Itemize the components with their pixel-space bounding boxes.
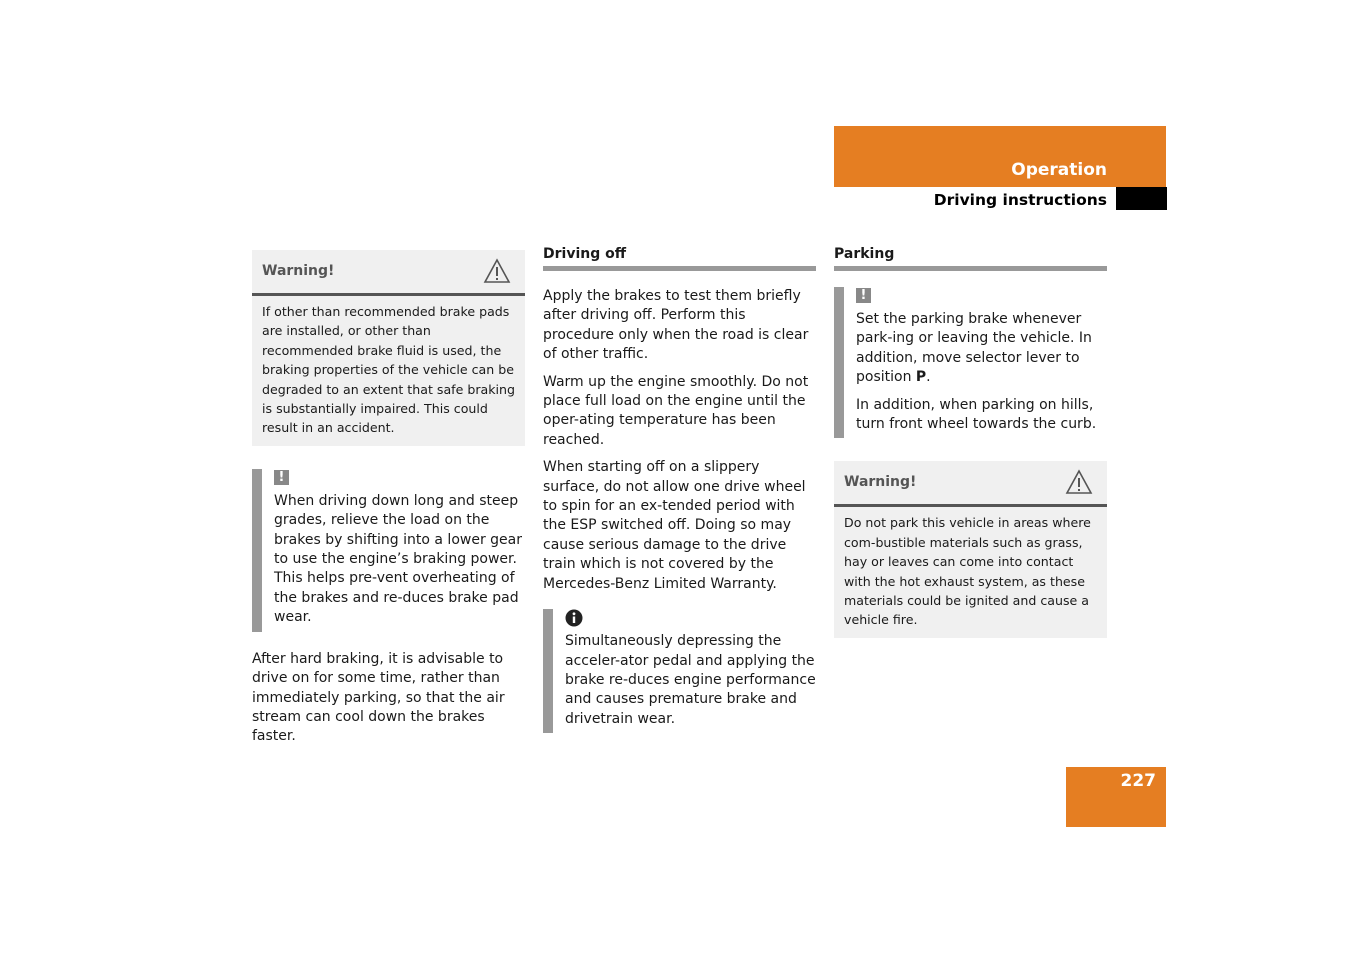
note-box — [252, 469, 525, 632]
warning-header — [834, 461, 1107, 507]
note-bar — [252, 469, 262, 632]
subsection-title: Driving instructions — [933, 191, 1107, 209]
info-box — [543, 609, 816, 733]
page-number: 227 — [1120, 771, 1156, 791]
exclamation-icon: ! — [856, 287, 1107, 310]
warning-body: If other than recommended brake pads are installed, or other than recommended brake fluid is used, the braking properties of the vehicle can be degraded to an extent that safe braking is substantially impaired. This could result in an accident. — [262, 304, 516, 436]
paragraph: Warm up the engine smoothly. Do not place full load on the engine until the oper-ating temperature has been reached. — [543, 373, 809, 448]
section-tab-marker — [1116, 187, 1167, 210]
warning-header — [252, 250, 525, 296]
warning-title: Warning! — [262, 263, 335, 279]
section-title: Operation — [1011, 160, 1107, 180]
warning-body: Do not park this vehicle in areas where com-bustible materials such as grass, hay or leaves can come into contact with the hot exhaust system, as these materials could be ignited and cause a vehicle fire. — [844, 515, 1091, 628]
warning-title: Warning! — [844, 474, 917, 491]
note-bar — [834, 287, 844, 438]
warning-box — [834, 461, 1107, 637]
warning-triangle-icon — [483, 258, 511, 284]
page-number-box — [1066, 767, 1166, 827]
paragraph: After hard braking, it is advisable to drive on for some time, rather than immediately parking, so that the air stream can cool down the brakes faster. — [252, 650, 505, 745]
info-icon — [565, 609, 816, 632]
column-2 — [543, 244, 816, 733]
exclamation-icon: ! — [274, 469, 525, 492]
paragraph: When starting off on a slippery surface, do not allow one drive wheel to spin for an ex-tended period with the ESP switched off. Doing so may cause serious damage to the drive train which is not covered by the Mercedes-Benz Limited Warranty. — [543, 459, 806, 592]
header-band — [834, 126, 1166, 187]
note-bar — [543, 609, 553, 733]
note-text: When driving down long and steep grades, relieve the load on the brakes by shifting into a lower gear to use the engine’s braking power. This helps pre-vent overheating of the brakes and re-duces brake pad wear. — [274, 492, 522, 626]
info-text: Simultaneously depressing the acceler-ator pedal and applying the brake re-duces engine performance and causes premature brake and drivetrain wear. — [565, 633, 816, 727]
paragraph: Apply the brakes to test them briefly after driving off. Perform this procedure only when the road is clear of other traffic. — [543, 288, 809, 363]
column-3 — [834, 244, 1107, 638]
note-text: In addition, when parking on hills, turn front wheel towards the curb. — [856, 396, 1097, 433]
note-text: Set the parking brake whenever park-ing or leaving the vehicle. In addition, move selector lever to position P. — [856, 311, 1092, 386]
warning-triangle-icon — [1065, 469, 1093, 495]
heading-driving-off: Driving off — [543, 244, 816, 271]
warning-box — [252, 250, 525, 446]
heading-parking: Parking — [834, 244, 1107, 271]
column-1 — [252, 250, 525, 747]
note-box — [834, 287, 1107, 438]
